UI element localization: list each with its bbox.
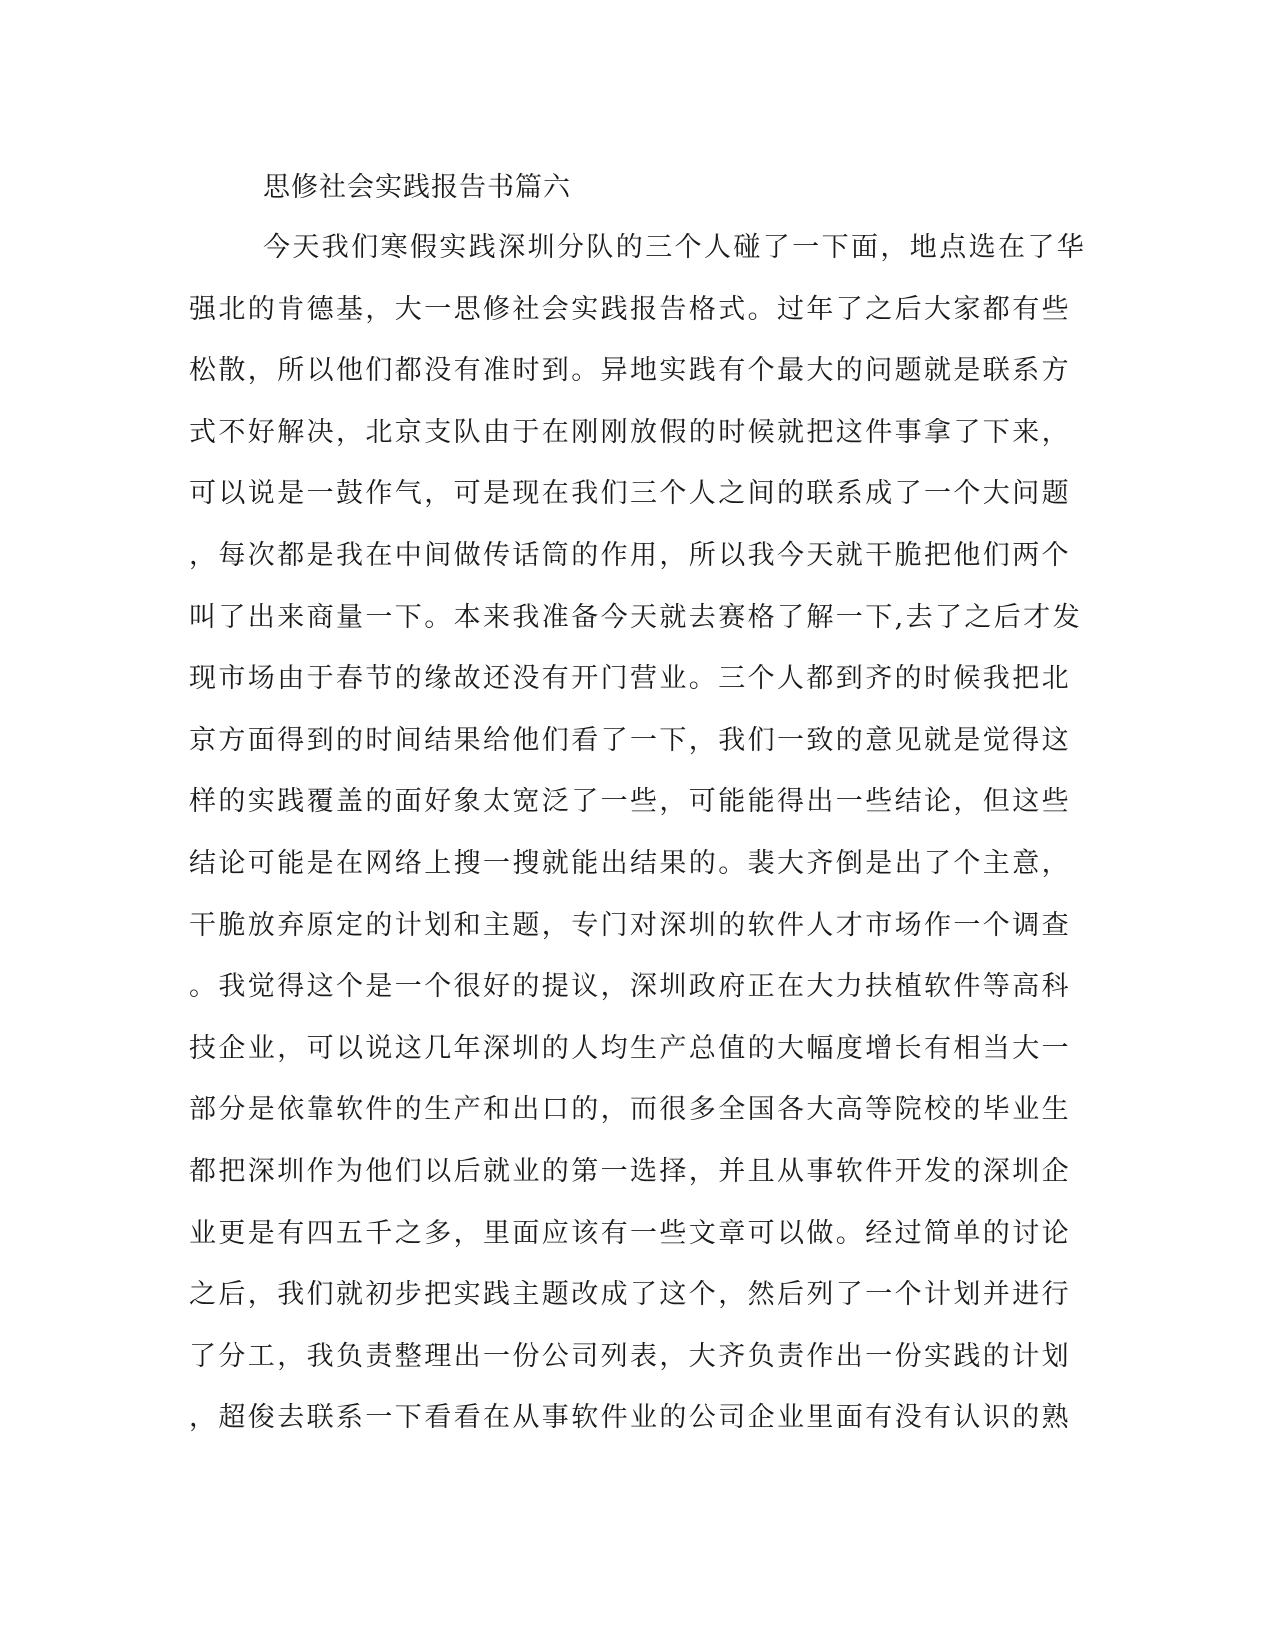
text-line: 松散，所以他们都没有准时到。异地实践有个最大的问题就是联系方 (189, 355, 1071, 387)
text-line: 技企业，可以说这几年深圳的人均生产总值的大幅度增长有相当大一 (189, 1032, 1071, 1064)
text-line: 。我觉得这个是一个很好的提议，深圳政府正在大力扶植软件等高科 (189, 971, 1071, 1003)
text-line: 样的实践覆盖的面好象太宽泛了一些，可能能得出一些结论，但这些 (189, 786, 1071, 818)
text-line: 今天我们寒假实践深圳分队的三个人碰了一下面，地点选在了华 (263, 232, 1087, 263)
text-line: 部分是依靠软件的生产和出口的，而很多全国各大高等院校的毕业生 (189, 1094, 1071, 1126)
text-line: ，超俊去联系一下看看在从事软件业的公司企业里面有没有认识的熟 (189, 1402, 1071, 1434)
text-line: 叫了出来商量一下。本来我准备今天就去赛格了解一下,去了之后才发 (189, 601, 1082, 633)
text-line: 现市场由于春节的缘故还没有开门营业。三个人都到齐的时候我把北 (189, 663, 1071, 695)
text-line: 之后，我们就初步把实践主题改成了这个，然后列了一个计划并进行 (189, 1279, 1071, 1311)
text-line: 结论可能是在网络上搜一搜就能出结果的。裴大齐倒是出了个主意， (189, 847, 1071, 879)
text-line: 可以说是一鼓作气，可是现在我们三个人之间的联系成了一个大问题 (189, 478, 1071, 510)
text-line: 都把深圳作为他们以后就业的第一选择，并且从事软件开发的深圳企 (189, 1155, 1071, 1187)
text-line: ，每次都是我在中间做传话筒的作用，所以我今天就干脆把他们两个 (189, 539, 1071, 571)
document-title: 思修社会实践报告书篇六 (263, 172, 571, 203)
text-line: 干脆放弃原定的计划和主题，专门对深圳的软件人才市场作一个调查 (189, 909, 1071, 941)
text-line: 式不好解决，北京支队由于在刚刚放假的时候就把这件事拿了下来， (189, 416, 1071, 448)
document-body (189, 228, 1087, 1460)
text-line: 京方面得到的时间结果给他们看了一下，我们一致的意见就是觉得这 (189, 724, 1071, 756)
text-line: 了分工，我负责整理出一份公司列表，大齐负责作出一份实践的计划 (189, 1340, 1071, 1372)
text-line: 业更是有四五千之多，里面应该有一些文章可以做。经过简单的讨论 (189, 1217, 1071, 1249)
text-line: 强北的肯德基，大一思修社会实践报告格式。过年了之后大家都有些 (189, 293, 1071, 325)
